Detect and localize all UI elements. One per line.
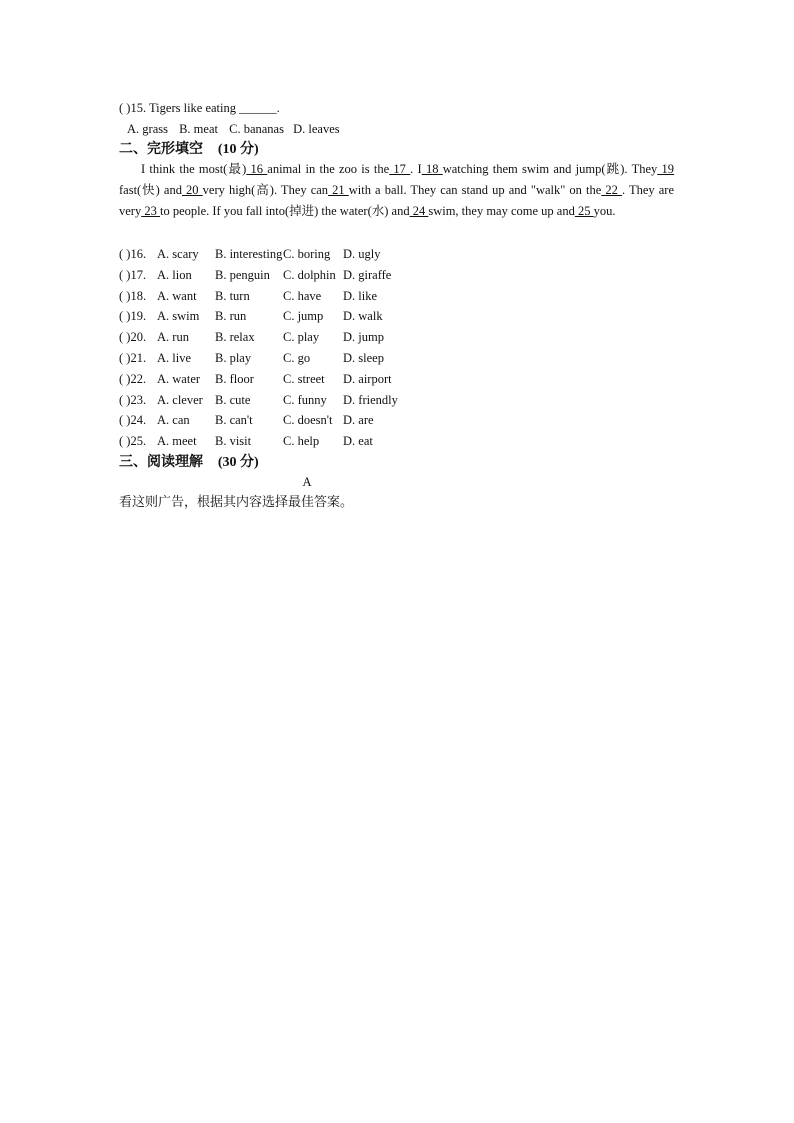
passage-text: swim, they may come up and bbox=[428, 204, 575, 218]
option-c: C. help bbox=[283, 434, 320, 449]
option-d: D. like bbox=[343, 288, 378, 303]
passage-text: ) and bbox=[384, 204, 410, 218]
option-d: D. eat bbox=[343, 434, 373, 449]
option-d: D. jump bbox=[343, 330, 384, 345]
q15-option-d: D. leaves bbox=[293, 122, 340, 136]
passage-gloss: 水 bbox=[371, 204, 385, 218]
option-c: C. jump bbox=[283, 309, 324, 324]
blank-22: 22 bbox=[601, 183, 622, 197]
option-b: B. floor bbox=[215, 371, 254, 386]
blank-18: 18 bbox=[421, 162, 443, 176]
blank-24: 24 bbox=[409, 204, 429, 218]
reading-instruction: 看这则广告，根据其内容选择最佳答案。 bbox=[119, 495, 354, 510]
question-number: ( )18. bbox=[119, 288, 147, 303]
blank-21: 21 bbox=[328, 183, 349, 197]
option-d: D. ugly bbox=[343, 247, 381, 261]
section-3-title: 三、阅读理解 bbox=[119, 454, 203, 470]
section-3-score: (30 分) bbox=[217, 455, 259, 470]
passage-text: ) and bbox=[155, 183, 182, 197]
option-d: D. airport bbox=[343, 371, 392, 386]
cloze-passage bbox=[119, 159, 674, 222]
blank-23: 23 bbox=[141, 204, 160, 218]
option-b: B. penguin bbox=[215, 267, 270, 282]
question-number: ( )24. bbox=[119, 413, 147, 428]
option-c: C. boring bbox=[283, 247, 331, 261]
passage-text: ). They can bbox=[269, 183, 329, 197]
passage-text: ) bbox=[242, 162, 247, 176]
option-c: C. street bbox=[283, 371, 325, 386]
part-a-label: A bbox=[302, 475, 312, 489]
passage-gloss: 跳 bbox=[605, 162, 621, 176]
option-b: B. can't bbox=[215, 413, 253, 428]
blank-17: 17 bbox=[389, 162, 411, 176]
blank-20: 20 bbox=[181, 183, 203, 197]
option-d: D. friendly bbox=[343, 392, 398, 407]
option-d: D. walk bbox=[343, 309, 383, 324]
question-15-options bbox=[127, 121, 340, 137]
question-number: ( )21. bbox=[119, 351, 147, 365]
passage-text: I think the most( bbox=[141, 162, 228, 176]
option-b: B. cute bbox=[215, 392, 251, 407]
option-c: C. go bbox=[283, 351, 311, 365]
passage-text: you. bbox=[593, 204, 616, 218]
option-a: A. meet bbox=[157, 434, 197, 449]
passage-gloss: 掉进 bbox=[289, 204, 315, 218]
blank-19: 19 bbox=[657, 162, 675, 176]
option-d: D. are bbox=[343, 413, 374, 428]
option-a: A. run bbox=[157, 330, 189, 345]
option-c: C. dolphin bbox=[283, 267, 336, 282]
option-c: C. doesn't bbox=[283, 413, 333, 428]
option-a: A. clever bbox=[157, 392, 203, 407]
section-2-title: 二、完形填空 bbox=[119, 141, 203, 157]
passage-text: . I bbox=[410, 162, 422, 176]
question-number: ( )16. bbox=[119, 247, 147, 261]
passage-text: to people. If you fall into( bbox=[159, 204, 290, 218]
question-number: ( )19. bbox=[119, 309, 147, 324]
option-d: D. giraffe bbox=[343, 267, 392, 282]
passage-text: . They are very bbox=[119, 183, 675, 218]
q15-option-b: B. meat bbox=[179, 122, 218, 136]
passage-gloss: 高 bbox=[255, 183, 270, 197]
option-a: A. can bbox=[157, 413, 190, 428]
question-number: ( )25. bbox=[119, 434, 147, 449]
passage-text: ). They bbox=[620, 162, 658, 176]
question-15-stem: ( )15. Tigers like eating ______. bbox=[119, 101, 280, 115]
q15-option-a: A. grass bbox=[127, 122, 168, 136]
passage-text: very high( bbox=[202, 183, 256, 197]
question-number: ( )23. bbox=[119, 392, 147, 407]
passage-gloss: 快 bbox=[141, 183, 156, 197]
blank-16: 16 bbox=[246, 162, 268, 176]
option-c: C. funny bbox=[283, 392, 327, 407]
option-a: A. live bbox=[157, 351, 192, 365]
question-number: ( )20. bbox=[119, 330, 147, 345]
option-c: C. play bbox=[283, 330, 320, 345]
passage-text: fast( bbox=[119, 183, 142, 197]
option-b: B. play bbox=[215, 351, 252, 365]
option-b: B. interesting bbox=[215, 247, 283, 261]
option-a: A. water bbox=[157, 371, 201, 386]
passage-text: with a ball. They can stand up and "walk" on the bbox=[348, 183, 602, 197]
option-b: B. run bbox=[215, 309, 247, 324]
option-a: A. swim bbox=[157, 309, 200, 324]
blank-25: 25 bbox=[574, 204, 594, 218]
option-a: A. lion bbox=[157, 267, 192, 282]
section-2-score: (10 分) bbox=[217, 142, 259, 157]
passage-text: animal in the zoo is the bbox=[267, 162, 390, 176]
option-c: C. have bbox=[283, 288, 322, 303]
passage-text: watching them swim and jump( bbox=[442, 162, 606, 176]
q15-option-c: C. bananas bbox=[229, 122, 284, 136]
passage-text: ) the water( bbox=[314, 204, 372, 218]
section-2-heading bbox=[119, 140, 259, 159]
section-3-heading bbox=[119, 453, 259, 472]
passage-gloss: 最 bbox=[227, 162, 243, 176]
option-a: A. want bbox=[157, 288, 197, 303]
option-d: D. sleep bbox=[343, 351, 384, 365]
option-a: A. scary bbox=[157, 247, 199, 261]
question-number: ( )17. bbox=[119, 267, 147, 282]
question-number: ( )22. bbox=[119, 371, 147, 386]
option-b: B. visit bbox=[215, 434, 252, 449]
option-b: B. relax bbox=[215, 330, 255, 345]
option-b: B. turn bbox=[215, 288, 250, 303]
